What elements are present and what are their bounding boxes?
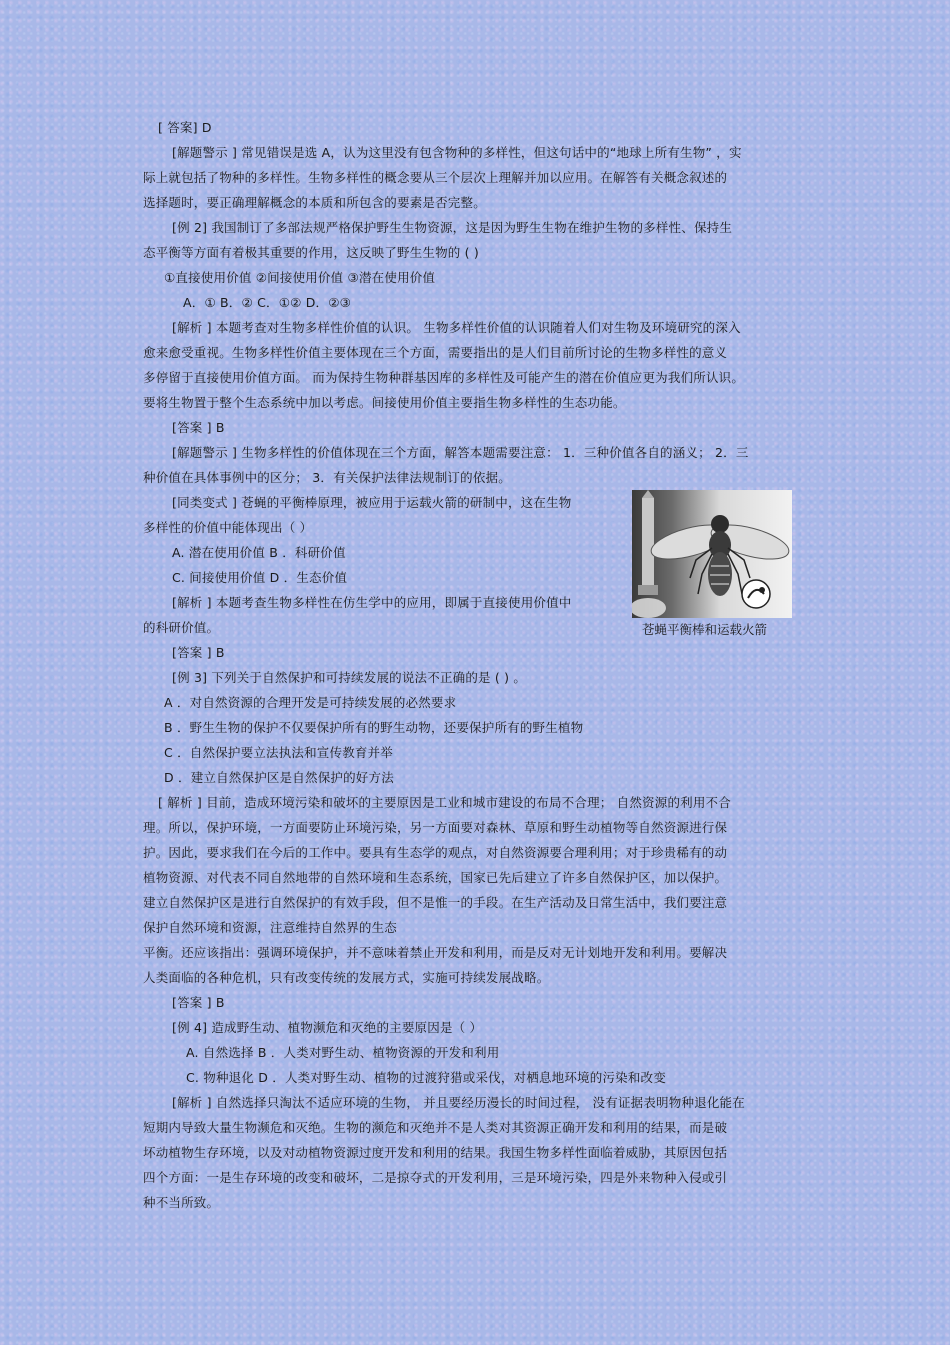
example-4-option-cd: C. 物种退化 D ．人类对野生动、植物的过渡狩猎或采伐，对栖息地环境的污染和改变 (186, 1070, 666, 1085)
example-3-line1: [例 3] 下列关于自然保护和可持续发展的说法不正确的是 ( ) 。 (172, 670, 527, 685)
answer-1: [ 答案] D (158, 120, 212, 135)
warning-2-line2: 种价值在具体事例中的区分； 3．有关保护法律法规制订的依据。 (143, 470, 511, 485)
analysis-4-line2: 短期内导致大量生物濒危和灭绝。生物的濒危和灭绝并不是人类对其资源正确开发和利用的结果，而是破 (143, 1120, 728, 1135)
analysis-4-line1: [解析 ] 自然选择只淘汰不适应环境的生物， 并且要经历漫长的时间过程， 没有证据表明物种退化能在 (172, 1095, 745, 1110)
example-2-items: ①直接使用价值 ②间接使用价值 ③潜在使用价值 (164, 270, 436, 285)
analysis-2-line3: 多停留于直接使用价值方面。 而为保持生物种群基因库的多样性及可能产生的潜在价值应更为我们所认识。 (143, 370, 745, 385)
analysis-3-line6: 保护自然环境和资源，注意维持自然界的生态 (143, 920, 398, 935)
fly-icon (632, 490, 792, 618)
example-3-option-c: C ．自然保护要立法执法和宣传教育并举 (164, 745, 394, 760)
analysis-3-line5: 建立自然保护区是进行自然保护的有效手段，但不是惟一的手段。在生产活动及日常生活中，我们要注意 (143, 895, 728, 910)
analysis-3-line3: 护。因此，要求我们在今后的工作中。要具有生态学的观点，对自然资源要合理利用；对于珍贵稀有的动 (143, 845, 728, 860)
variant-option-cd: C. 间接使用价值 D ．生态价值 (172, 570, 348, 585)
warning-2-line1: [解题警示 ] 生物多样性的价值体现在三个方面，解答本题需要注意： 1．三种价值各自的涵义； 2．三 (172, 445, 749, 460)
analysis-4-line3: 坏动植物生存环境，以及对动植物资源过度开发和利用的结果。我国生物多样性面临着威胁，其原因包括 (143, 1145, 728, 1160)
warning-1-line1: [解题警示 ] 常见错误是选 A，认为这里没有包含物种的多样性，但这句话中的“地球上所有生物” ，实 (172, 145, 742, 160)
variant-analysis-line1: [解析 ] 本题考查生物多样性在仿生学中的应用，即属于直接使用价值中 (172, 595, 572, 610)
example-2-line2: 态平衡等方面有着极其重要的作用，这反映了野生生物的 ( ) (143, 245, 480, 260)
example-4-option-ab: A. 自然选择 B ．人类对野生动、植物资源的开发和利用 (186, 1045, 500, 1060)
analysis-2-line2: 愈来愈受重视。生物多样性价值主要体现在三个方面，需要指出的是人们目前所讨论的生物多样性的意义 (143, 345, 728, 360)
analysis-3-line7: 平衡。还应该指出：强调环境保护，并不意味着禁止开发和利用，而是反对无计划地开发和利用。要解决 (143, 945, 728, 960)
variant-analysis-line2: 的科研价值。 (143, 620, 220, 635)
analysis-4-line5: 种不当所致。 (143, 1195, 220, 1210)
variant-line1: [同类变式 ] 苍蝇的平衡棒原理，被应用于运载火箭的研制中，这在生物 (172, 495, 572, 510)
analysis-2-line1: [解析 ] 本题考查对生物多样性价值的认识。 生物多样性价值的认识随着人们对生物及环境研究的深入 (172, 320, 741, 335)
warning-1-line3: 选择题时，要正确理解概念的本质和所包含的要素是否完整。 (143, 195, 486, 210)
example-2-options: A．① B．② C．①② D．②③ (183, 295, 352, 310)
answer-2: [答案 ] B (172, 420, 225, 435)
example-3-option-a: A ．对自然资源的合理开发是可持续发展的必然要求 (164, 695, 457, 710)
example-3-option-d: D ．建立自然保护区是自然保护的好方法 (164, 770, 394, 785)
variant-option-ab: A. 潜在使用价值 B ．科研价值 (172, 545, 346, 560)
variant-line2: 多样性的价值中能体现出（ ） (143, 520, 313, 535)
example-2-line1: [例 2] 我国制订了多部法规严格保护野生生物资源，这是因为野生生物在维护生物的多样性、保持生 (172, 220, 733, 235)
analysis-3-line4: 植物资源、对代表不同自然地带的自然环境和生态系统，国家已先后建立了许多自然保护区，加以保护。 (143, 870, 728, 885)
fly-and-rocket-image (632, 490, 792, 618)
example-3-option-b: B ．野生生物的保护不仅要保护所有的野生动物，还要保护所有的野生植物 (164, 720, 584, 735)
variant-answer: [答案 ] B (172, 645, 225, 660)
analysis-3-line1: [ 解析 ] 目前，造成环境污染和破坏的主要原因是工业和城市建设的布局不合理； 自然资源的利用不合 (158, 795, 731, 810)
analysis-3-line2: 理。所以，保护环境，一方面要防止环境污染，另一方面要对森林、草原和野生动植物等自然资源进行保 (143, 820, 728, 835)
example-4-line1: [例 4] 造成野生动、植物濒危和灭绝的主要原因是（ ） (172, 1020, 483, 1035)
warning-1-line2: 际上就包括了物种的多样性。生物多样性的概念要从三个层次上理解并加以应用。在解答有关概念叙述的 (143, 170, 728, 185)
answer-3: [答案 ] B (172, 995, 225, 1010)
figure-caption: 苍蝇平衡棒和运载火箭 (642, 622, 768, 637)
analysis-3-line8: 人类面临的各种危机，只有改变传统的发展方式，实施可持续发展战略。 (143, 970, 550, 985)
analysis-4-line4: 四个方面：一是生存环境的改变和破坏，二是掠夺式的开发利用，三是环境污染，四是外来物种入侵或引 (143, 1170, 728, 1185)
analysis-2-line4: 要将生物置于整个生态系统中加以考虑。间接使用价值主要指生物多样性的生态功能。 (143, 395, 626, 410)
